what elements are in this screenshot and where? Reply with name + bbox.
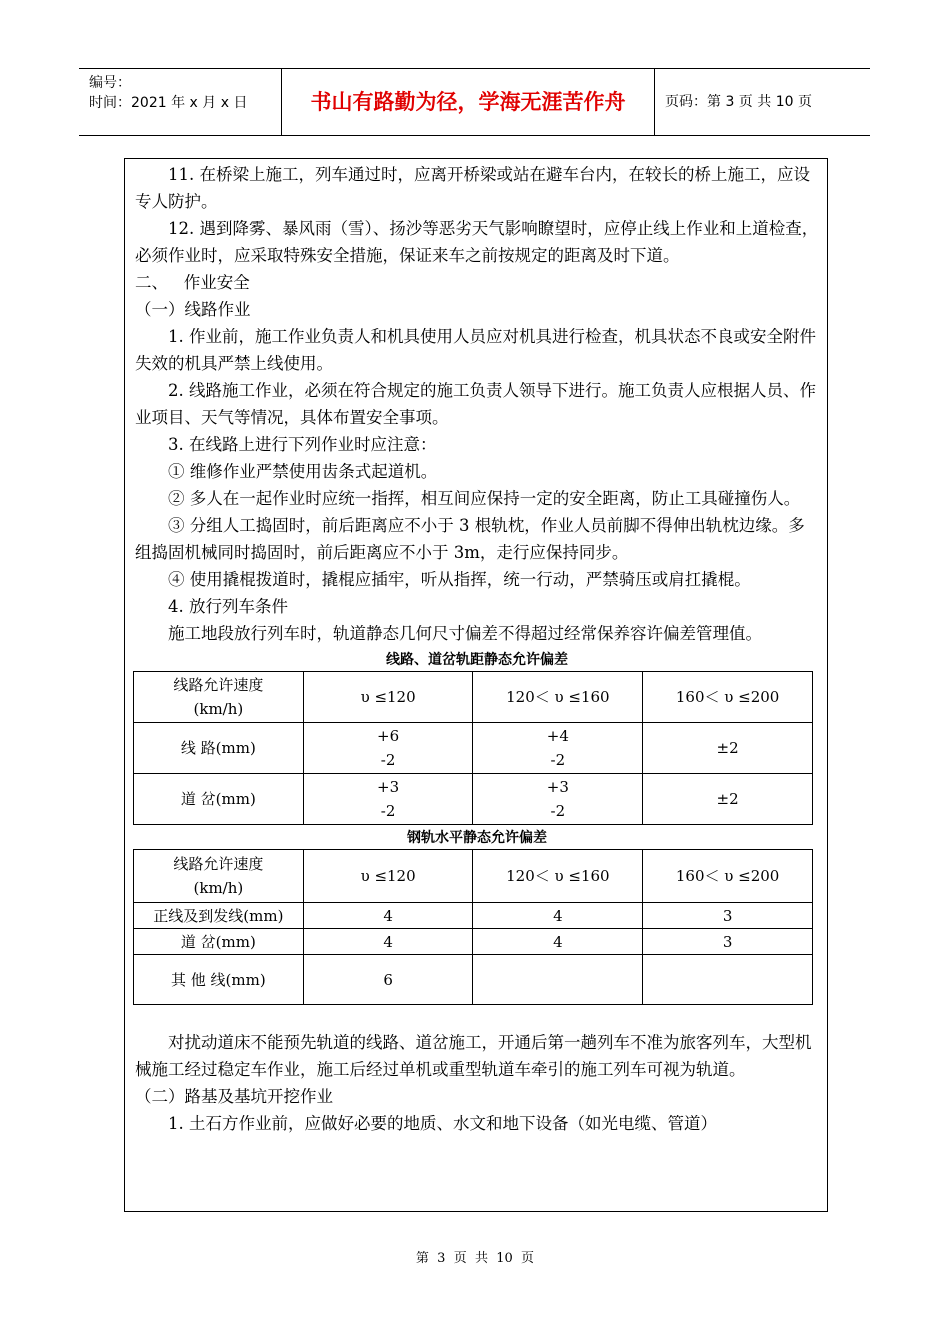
table-cell: 线路允许速度 (km/h) bbox=[134, 850, 304, 903]
spacer bbox=[135, 1005, 819, 1029]
table-cell bbox=[643, 955, 813, 1005]
list-item: ① 维修作业严禁使用齿条式起道机。 bbox=[168, 462, 438, 481]
paragraph: 1. 作业前，施工作业负责人和机具使用人员应对机具进行检查，机具状态不良或安全附件失效的机具严禁上线使用。 bbox=[135, 327, 816, 373]
table-cell: 道 岔(mm) bbox=[134, 774, 304, 825]
table-cell: +3 -2 bbox=[303, 774, 473, 825]
page-header bbox=[79, 68, 870, 136]
paragraph: 施工地段放行列车时，轨道静态几何尺寸偏差不得超过经常保养容许偏差管理值。 bbox=[168, 624, 762, 643]
table-cell: υ ≤120 bbox=[303, 850, 473, 903]
table-cell: 3 bbox=[643, 929, 813, 955]
paragraph: 11. 在桥梁上施工，列车通过时，应离开桥梁或站在避车台内，在较长的桥上施工，应设专人防护。 bbox=[135, 165, 810, 211]
content-frame bbox=[124, 158, 828, 1212]
paragraph: 4. 放行列车条件 bbox=[168, 597, 288, 616]
subsection-heading: （二）路基及基坑开挖作业 bbox=[135, 1087, 333, 1106]
table1-caption: 线路、道岔轨距静态允许偏差 bbox=[386, 652, 568, 668]
table-cell: ±2 bbox=[643, 774, 813, 825]
table-cell: 4 bbox=[473, 903, 643, 929]
table-cell: 4 bbox=[473, 929, 643, 955]
table-cell: +4 -2 bbox=[473, 723, 643, 774]
table-cell: 其 他 线(mm) bbox=[134, 955, 304, 1005]
table-cell: ±2 bbox=[643, 723, 813, 774]
paragraph: 对扰动道床不能预先轨道的线路、道岔施工，开通后第一趟列车不准为旅客列车，大型机械施工经过稳定车作业，施工后经过单机或重型轨道车牵引的施工列车可视为轨道。 bbox=[135, 1033, 812, 1079]
table-cell: 正线及到发线(mm) bbox=[134, 903, 304, 929]
header-motto: 书山有路勤为径，学海无涯苦作舟 bbox=[282, 69, 655, 135]
document-time-label: 时间：2021 年 x 月 x 日 bbox=[89, 95, 248, 111]
table-cell: +6 -2 bbox=[303, 723, 473, 774]
table-cell: 160＜ υ ≤200 bbox=[643, 850, 813, 903]
table-cell: 4 bbox=[303, 903, 473, 929]
list-item: ② 多人在一起作业时应统一指挥，相互间应保持一定的安全距离，防止工具碰撞伤人。 bbox=[168, 489, 801, 508]
document-number-label: 编号： bbox=[89, 75, 131, 91]
section-heading: 二、 作业安全 bbox=[135, 273, 250, 292]
table-header-row bbox=[134, 850, 813, 903]
list-item: ④ 使用撬棍拨道时，撬棍应插牢，听从指挥，统一行动，严禁骑压或肩扛撬棍。 bbox=[168, 570, 751, 589]
table2-caption: 钢轨水平静态允许偏差 bbox=[407, 830, 547, 846]
table-cell: 3 bbox=[643, 903, 813, 929]
document-body bbox=[135, 161, 819, 1137]
table-cell: 120＜ υ ≤160 bbox=[473, 672, 643, 723]
paragraph: 1. 土石方作业前，应做好必要的地质、水文和地下设备（如光电缆、管道） bbox=[168, 1114, 717, 1133]
page-footer: 第 3 页 共 10 页 bbox=[415, 1251, 535, 1266]
paragraph: 3. 在线路上进行下列作业时应注意： bbox=[168, 435, 437, 454]
table-cell: υ ≤120 bbox=[303, 672, 473, 723]
table-cell: 120＜ υ ≤160 bbox=[473, 850, 643, 903]
subsection-heading: （一）线路作业 bbox=[135, 300, 251, 319]
table-cell: 线路允许速度 (km/h) bbox=[134, 672, 304, 723]
gauge-tolerance-table bbox=[133, 671, 813, 825]
level-tolerance-table bbox=[133, 849, 813, 1005]
table-cell: 6 bbox=[303, 955, 473, 1005]
table-header-row bbox=[134, 672, 813, 723]
table-cell: +3 -2 bbox=[473, 774, 643, 825]
table-row bbox=[134, 723, 813, 774]
table-row bbox=[134, 903, 813, 929]
table-row bbox=[134, 774, 813, 825]
paragraph: 12. 遇到降雾、暴风雨（雪）、扬沙等恶劣天气影响瞭望时，应停止线上作业和上道检查，必须作业时，应采取特殊安全措施，保证来车之前按规定的距离及时下道。 bbox=[135, 219, 819, 265]
header-page-number: 页码：第 3 页 共 10 页 bbox=[665, 94, 812, 110]
table-cell bbox=[473, 955, 643, 1005]
table-row bbox=[134, 955, 813, 1005]
table-cell: 4 bbox=[303, 929, 473, 955]
list-item: ③ 分组人工捣固时，前后距离应不小于 3 根轨枕，作业人员前脚不得伸出轨枕边缘。多组捣固机械同时捣固时，前后距离应不小于 3m，走行应保持同步。 bbox=[135, 516, 805, 562]
table-cell: 道 岔(mm) bbox=[134, 929, 304, 955]
table-row bbox=[134, 929, 813, 955]
table-cell: 线 路(mm) bbox=[134, 723, 304, 774]
table-cell: 160＜ υ ≤200 bbox=[643, 672, 813, 723]
header-meta bbox=[79, 69, 282, 135]
paragraph: 2. 线路施工作业，必须在符合规定的施工负责人领导下进行。施工负责人应根据人员、作业项目、天气等情况，具体布置安全事项。 bbox=[135, 381, 816, 427]
